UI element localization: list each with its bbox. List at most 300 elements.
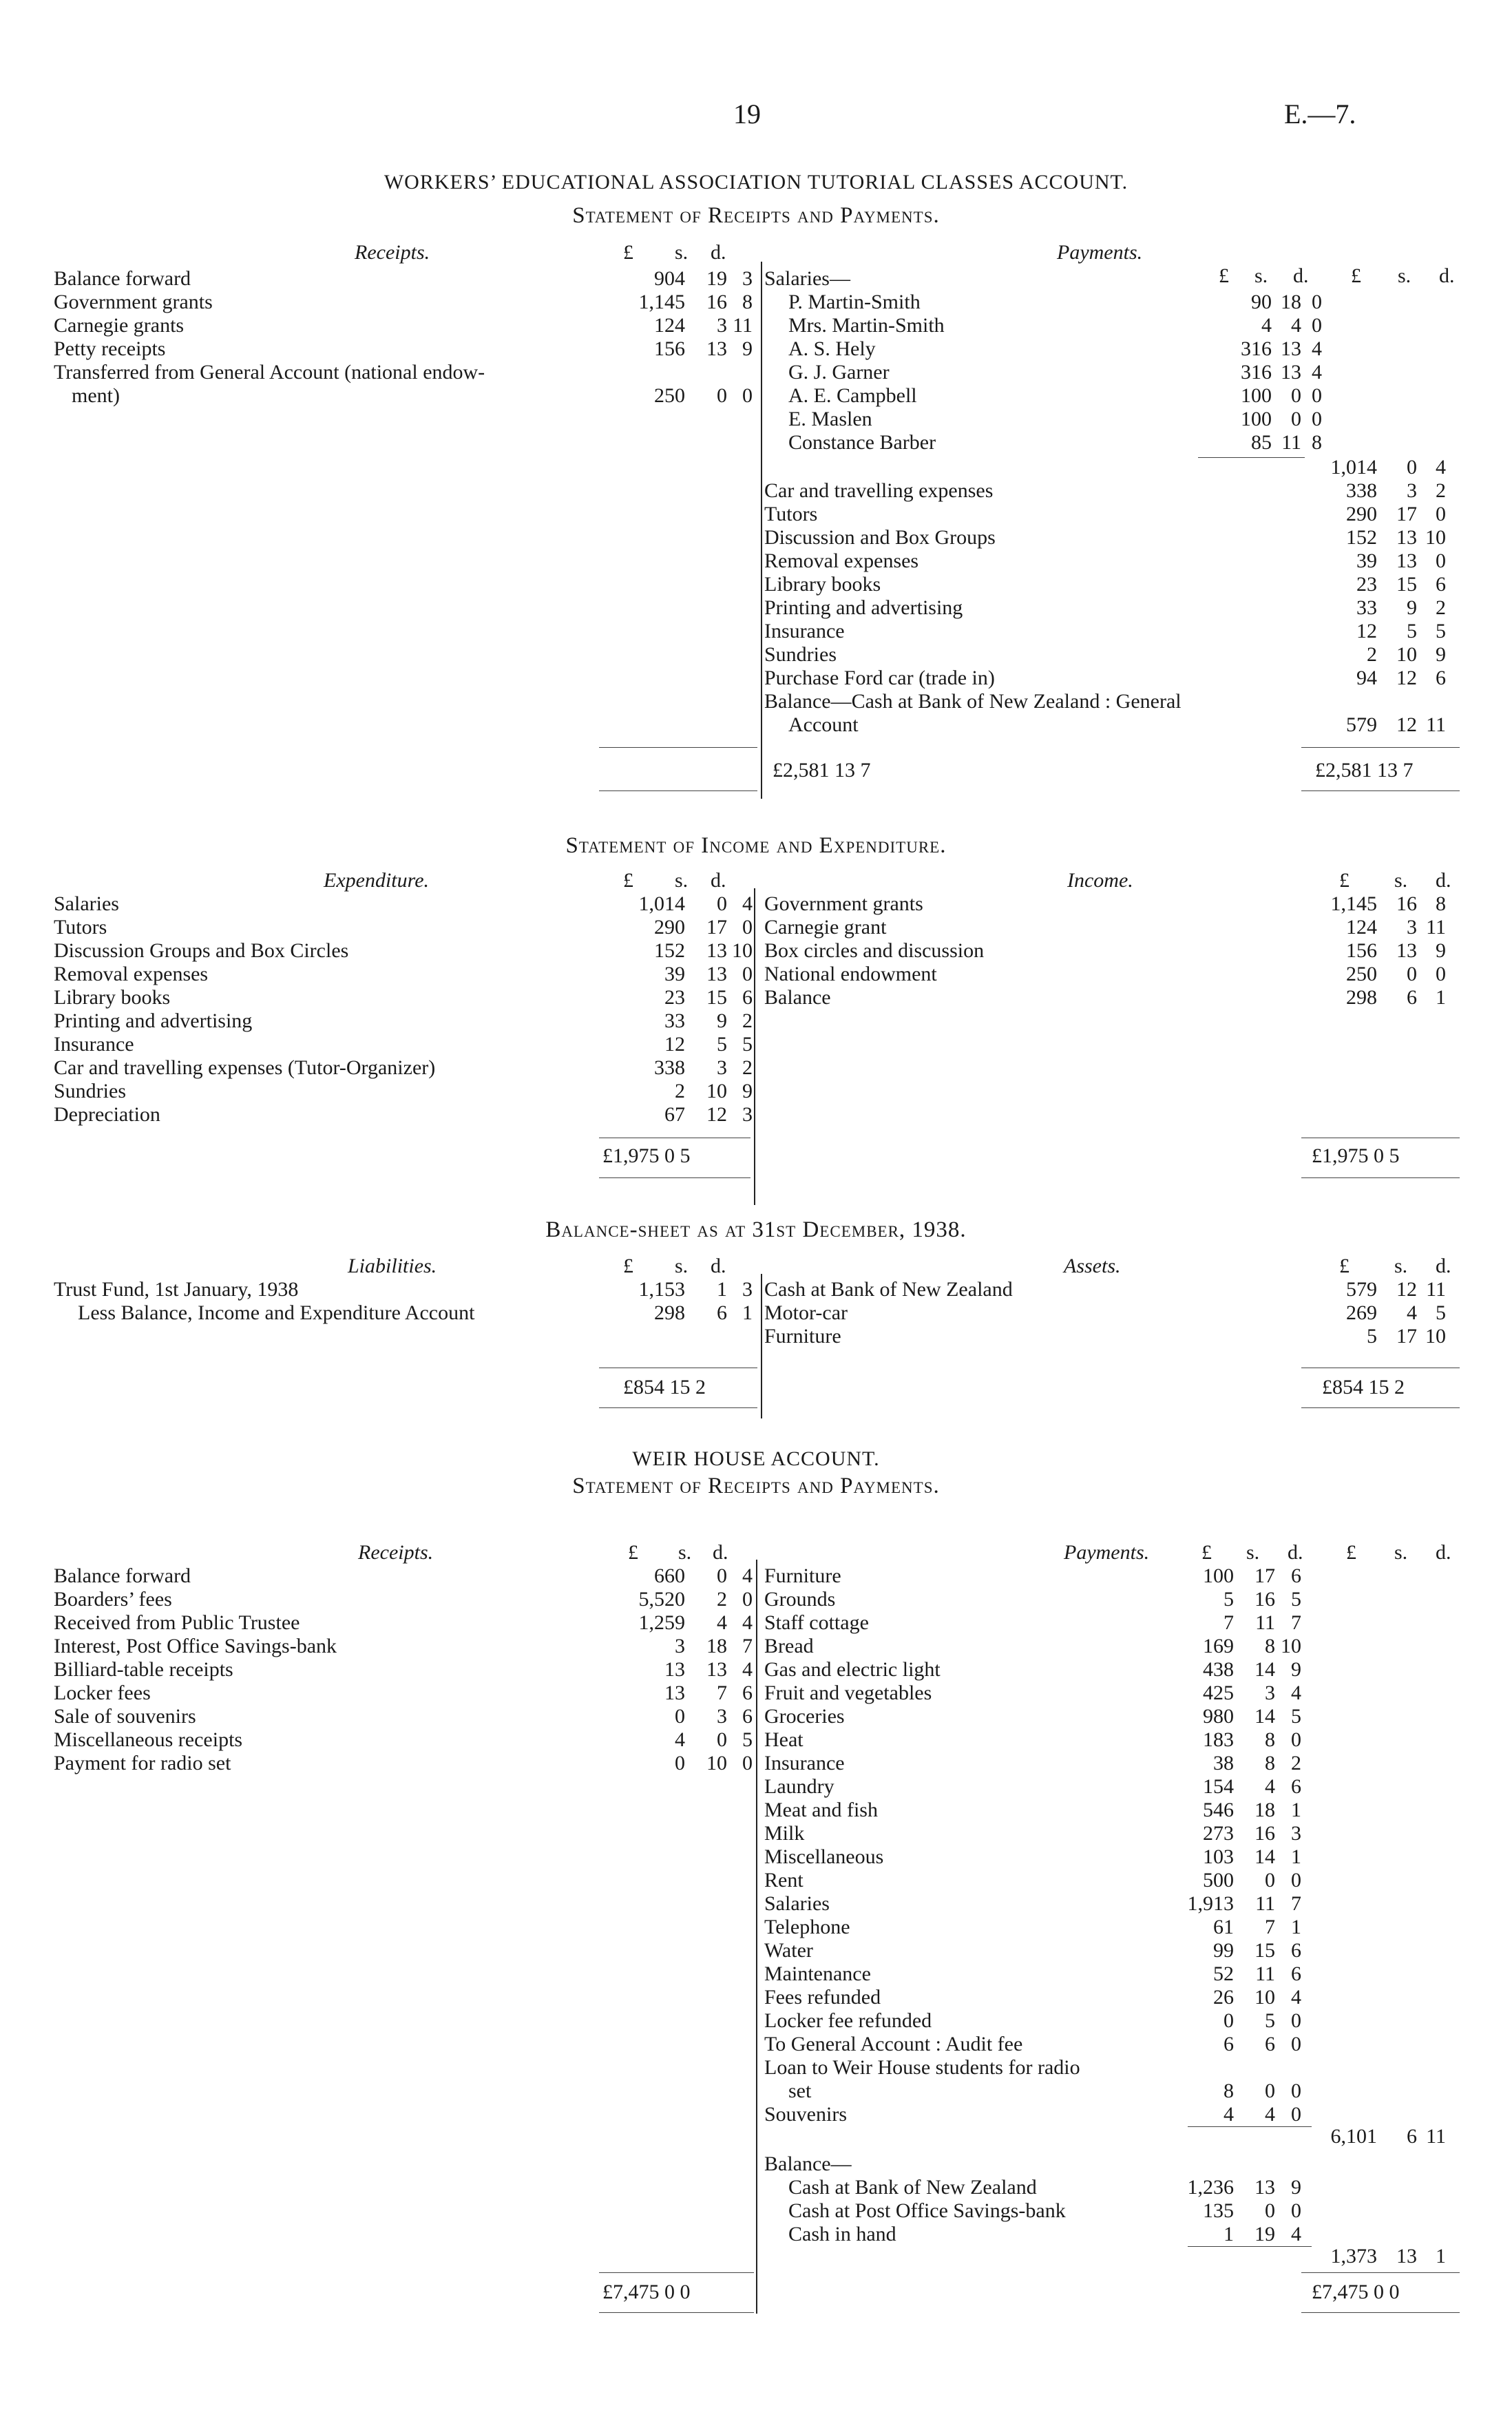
amount-pence: 6 bbox=[742, 1682, 753, 1704]
amount-pence: 2 bbox=[1436, 479, 1446, 502]
amount-pounds: 5 bbox=[1224, 1588, 1234, 1611]
amount-pence: 2 bbox=[1291, 1752, 1301, 1774]
ledger-label: Salaries bbox=[764, 1892, 830, 1915]
amount-shillings: 4 bbox=[1291, 314, 1301, 337]
asset-currency-s: s. bbox=[1394, 1255, 1408, 1277]
asset-total-rule-bottom bbox=[1301, 1407, 1460, 1408]
amount-pence: 4 bbox=[742, 1611, 753, 1634]
weir-pay-currency-d2: d. bbox=[1436, 1541, 1451, 1564]
wea-receipts-heading: Receipts. bbox=[355, 241, 430, 264]
amount-pence: 4 bbox=[1291, 2223, 1301, 2245]
ledger-label: G. J. Garner bbox=[788, 361, 890, 384]
amount-pence: 0 bbox=[1291, 2103, 1301, 2126]
subtotal-pence: 4 bbox=[1436, 456, 1446, 479]
ledger-label: Locker fees bbox=[54, 1682, 151, 1704]
amount-pounds: 4 bbox=[1261, 314, 1272, 337]
ledger-label: Balance—Cash at Bank of New Zealand : General bbox=[764, 690, 1182, 713]
amount-shillings: 13 bbox=[1281, 361, 1301, 384]
amount-pounds: 980 bbox=[1203, 1705, 1234, 1728]
amount-pounds: 100 bbox=[1203, 1564, 1234, 1587]
amount-pounds: 0 bbox=[1224, 2009, 1234, 2032]
ledger-label: Discussion Groups and Box Circles bbox=[54, 939, 349, 962]
amount-shillings: 10 bbox=[706, 1752, 727, 1774]
income-subtitle: Statement of Income and Expenditure. bbox=[565, 833, 947, 858]
weir-pay-currency-d1: d. bbox=[1288, 1541, 1303, 1564]
expenditure-heading: Expenditure. bbox=[324, 869, 430, 892]
ledger-label: Cash at Post Office Savings-bank bbox=[788, 2199, 1066, 2222]
amount-shillings: 7 bbox=[1265, 1916, 1275, 1938]
amount-shillings: 0 bbox=[1265, 2080, 1275, 2102]
weir-column-divider bbox=[756, 1560, 757, 2314]
wea-receipts-currency-d: d. bbox=[711, 241, 726, 264]
amount-shillings: 10 bbox=[1396, 643, 1417, 666]
amount-shillings: 13 bbox=[1396, 549, 1417, 572]
amount-pence: 5 bbox=[742, 1728, 753, 1751]
weir-rec-currency-l: £ bbox=[628, 1541, 638, 1564]
amount-shillings: 0 bbox=[1291, 408, 1301, 430]
amount-pounds: 99 bbox=[1213, 1939, 1234, 1962]
wea-pay-currency-l2: £ bbox=[1351, 264, 1361, 287]
amount-pounds: 13 bbox=[664, 1682, 685, 1704]
ledger-label: Heat bbox=[764, 1728, 804, 1751]
liabilities-total: £854 15 2 bbox=[623, 1376, 706, 1399]
amount-pence: 7 bbox=[1291, 1892, 1301, 1915]
amount-shillings: 12 bbox=[706, 1103, 727, 1126]
subtotal-pence: 1 bbox=[1436, 2245, 1446, 2267]
ledger-label: Car and travelling expenses bbox=[764, 479, 994, 502]
amount-pounds: 152 bbox=[1346, 526, 1377, 549]
ledger-label: Constance Barber bbox=[788, 431, 936, 454]
liab-currency-d: d. bbox=[711, 1255, 726, 1277]
ledger-label: National endowment bbox=[764, 963, 937, 985]
amount-shillings: 0 bbox=[1265, 2199, 1275, 2222]
subtotal-pounds: 1,373 bbox=[1330, 2245, 1377, 2267]
wea-payments-total-rule-bottom bbox=[1301, 790, 1460, 791]
weir-rec-total-rule-bottom bbox=[599, 2312, 754, 2313]
amount-shillings: 3 bbox=[1407, 479, 1417, 502]
ledger-label: Balance forward bbox=[54, 267, 191, 290]
amount-shillings: 18 bbox=[1254, 1799, 1275, 1821]
ledger-label: Staff cottage bbox=[764, 1611, 869, 1634]
amount-shillings: 7 bbox=[717, 1682, 727, 1704]
amount-shillings: 17 bbox=[1396, 503, 1417, 525]
weir-receipts-total: £7,475 0 0 bbox=[602, 2281, 691, 2303]
ledger-label: Transferred from General Account (national endow- bbox=[54, 361, 485, 384]
inc-currency-s: s. bbox=[1394, 869, 1408, 892]
amount-pence: 0 bbox=[742, 963, 753, 985]
amount-shillings: 15 bbox=[706, 986, 727, 1009]
amount-shillings: 6 bbox=[1265, 2033, 1275, 2055]
wea-receipts-total: £2,581 13 7 bbox=[773, 759, 871, 782]
amount-pounds: 4 bbox=[675, 1728, 685, 1751]
amount-pence: 4 bbox=[742, 892, 753, 915]
subtotal-pounds: 1,014 bbox=[1330, 456, 1377, 479]
amount-pounds: 2 bbox=[1367, 643, 1377, 666]
amount-pounds: 67 bbox=[664, 1103, 685, 1126]
amount-shillings: 10 bbox=[1254, 1986, 1275, 2009]
exp-currency-l: £ bbox=[623, 869, 633, 892]
ledger-label: Received from Public Trustee bbox=[54, 1611, 300, 1634]
amount-shillings: 9 bbox=[717, 1009, 727, 1032]
amount-pounds: 5,520 bbox=[638, 1588, 685, 1611]
wea-payments-total-rule-top bbox=[1301, 747, 1460, 748]
wea-receipts-currency-s: s. bbox=[675, 241, 689, 264]
amount-pence: 0 bbox=[742, 1752, 753, 1774]
amount-pounds: 103 bbox=[1203, 1845, 1234, 1868]
amount-pence: 0 bbox=[1312, 408, 1322, 430]
amount-pence: 4 bbox=[1291, 1986, 1301, 2009]
amount-shillings: 5 bbox=[717, 1033, 727, 1056]
amount-pence: 8 bbox=[1312, 431, 1322, 454]
ledger-label: set bbox=[788, 2080, 812, 2102]
amount-pence: 11 bbox=[1426, 916, 1446, 939]
wea-receipts-total-rule-bottom bbox=[599, 790, 757, 791]
amount-pence: 7 bbox=[742, 1635, 753, 1657]
amount-pounds: 425 bbox=[1203, 1682, 1234, 1704]
wea-pay-currency-l1: £ bbox=[1219, 264, 1229, 287]
amount-shillings: 6 bbox=[717, 1301, 727, 1324]
exp-total-rule-bottom bbox=[599, 1177, 750, 1178]
ledger-label: Fruit and vegetables bbox=[764, 1682, 932, 1704]
wea-title: WORKERS’ EDUCATIONAL ASSOCIATION TUTORIAL CLASSES ACCOUNT. bbox=[384, 171, 1128, 193]
ledger-label: Sundries bbox=[764, 643, 837, 666]
amount-pence: 0 bbox=[1291, 2009, 1301, 2032]
amount-shillings: 14 bbox=[1254, 1658, 1275, 1681]
ledger-label: Library books bbox=[54, 986, 171, 1009]
amount-pence: 1 bbox=[742, 1301, 753, 1324]
amount-pounds: 1,236 bbox=[1187, 2176, 1234, 2199]
amount-pounds: 338 bbox=[1346, 479, 1377, 502]
liabilities-heading: Liabilities. bbox=[348, 1255, 437, 1277]
amount-pounds: 124 bbox=[654, 314, 685, 337]
amount-pounds: 298 bbox=[654, 1301, 685, 1324]
amount-shillings: 6 bbox=[1407, 986, 1417, 1009]
amount-pounds: 23 bbox=[1356, 573, 1377, 596]
amount-pence: 9 bbox=[1436, 939, 1446, 962]
amount-pence: 5 bbox=[742, 1033, 753, 1056]
amount-shillings: 13 bbox=[1254, 2176, 1275, 2199]
amount-shillings: 17 bbox=[1254, 1564, 1275, 1587]
weir-payments-heading: Payments. bbox=[1064, 1541, 1150, 1564]
amount-pounds: 269 bbox=[1346, 1301, 1377, 1324]
amount-shillings: 5 bbox=[1407, 620, 1417, 642]
ledger-label: Cash at Bank of New Zealand bbox=[764, 1278, 1013, 1301]
amount-pence: 6 bbox=[1436, 573, 1446, 596]
amount-pence: 3 bbox=[1291, 1822, 1301, 1845]
assets-total: £854 15 2 bbox=[1322, 1376, 1405, 1399]
liab-currency-s: s. bbox=[675, 1255, 689, 1277]
document-reference: E.—7. bbox=[1284, 98, 1356, 129]
amount-pounds: 438 bbox=[1203, 1658, 1234, 1681]
income-total: £1,975 0 5 bbox=[1312, 1144, 1400, 1167]
amount-pounds: 904 bbox=[654, 267, 685, 290]
amount-pence: 9 bbox=[1436, 643, 1446, 666]
weir-pay-currency-l1: £ bbox=[1201, 1541, 1212, 1564]
ledger-label: A. S. Hely bbox=[788, 337, 876, 360]
ledger-label: To General Account : Audit fee bbox=[764, 2033, 1023, 2055]
exp-currency-d: d. bbox=[711, 869, 726, 892]
amount-shillings: 3 bbox=[1407, 916, 1417, 939]
weir-rec-total-rule-top bbox=[599, 2272, 754, 2273]
ledger-label: Meat and fish bbox=[764, 1799, 878, 1821]
ledger-label: A. E. Campbell bbox=[788, 384, 917, 407]
amount-pounds: 579 bbox=[1346, 1278, 1377, 1301]
ledger-label: Removal expenses bbox=[764, 549, 919, 572]
amount-shillings: 0 bbox=[717, 384, 727, 407]
amount-shillings: 12 bbox=[1396, 1278, 1417, 1301]
amount-pence: 6 bbox=[1436, 667, 1446, 689]
amount-pounds: 156 bbox=[1346, 939, 1377, 962]
ledger-label: Fees refunded bbox=[764, 1986, 881, 2009]
ledger-label: Motor-car bbox=[764, 1301, 848, 1324]
amount-pence: 10 bbox=[1281, 1635, 1301, 1657]
weir-title: WEIR HOUSE ACCOUNT. bbox=[632, 1447, 880, 1470]
amount-shillings: 12 bbox=[1396, 713, 1417, 736]
amount-shillings: 13 bbox=[1281, 337, 1301, 360]
wea-pay-currency-d1: d. bbox=[1293, 264, 1309, 287]
amount-pounds: 6 bbox=[1224, 2033, 1234, 2055]
amount-pence: 11 bbox=[1426, 713, 1446, 736]
subtotal-pence: 11 bbox=[1426, 2125, 1446, 2148]
weir-receipts-heading: Receipts. bbox=[358, 1541, 434, 1564]
amount-shillings: 10 bbox=[706, 1080, 727, 1102]
amount-pence: 4 bbox=[1291, 1682, 1301, 1704]
amount-pence: 3 bbox=[742, 267, 753, 290]
amount-shillings: 0 bbox=[1265, 1869, 1275, 1892]
subtotal-shillings: 13 bbox=[1396, 2245, 1417, 2267]
amount-pounds: 100 bbox=[1241, 408, 1272, 430]
amount-pounds: 183 bbox=[1203, 1728, 1234, 1751]
ledger-label: Locker fee refunded bbox=[764, 2009, 932, 2032]
amount-shillings: 2 bbox=[717, 1588, 727, 1611]
weir-balance-subtotal-rule bbox=[1188, 2246, 1312, 2247]
amount-pounds: 39 bbox=[664, 963, 685, 985]
inc-currency-l: £ bbox=[1339, 869, 1350, 892]
ledger-label: Balance forward bbox=[54, 1564, 191, 1587]
amount-pounds: 33 bbox=[1356, 596, 1377, 619]
ledger-label: Maintenance bbox=[764, 1962, 871, 1985]
ledger-label: Car and travelling expenses (Tutor-Organizer) bbox=[54, 1056, 436, 1079]
amount-shillings: 3 bbox=[1265, 1682, 1275, 1704]
ledger-label: Carnegie grants bbox=[54, 314, 185, 337]
amount-pounds: 100 bbox=[1241, 384, 1272, 407]
ledger-label: Grounds bbox=[764, 1588, 836, 1611]
weir-balance-label: Balance— bbox=[764, 2153, 852, 2175]
amount-pence: 11 bbox=[733, 314, 753, 337]
amount-pounds: 546 bbox=[1203, 1799, 1234, 1821]
amount-pounds: 500 bbox=[1203, 1869, 1234, 1892]
amount-pounds: 12 bbox=[664, 1033, 685, 1056]
amount-pounds: 316 bbox=[1241, 361, 1272, 384]
amount-shillings: 13 bbox=[1396, 939, 1417, 962]
ledger-label: Purchase Ford car (trade in) bbox=[764, 667, 995, 689]
amount-shillings: 17 bbox=[1396, 1325, 1417, 1348]
wea-pay-currency-s1: s. bbox=[1254, 264, 1268, 287]
amount-shillings: 11 bbox=[1255, 1892, 1275, 1915]
ledger-label: Printing and advertising bbox=[764, 596, 963, 619]
amount-pounds: 12 bbox=[1356, 620, 1377, 642]
amount-shillings: 19 bbox=[706, 267, 727, 290]
amount-shillings: 13 bbox=[706, 337, 727, 360]
amount-shillings: 3 bbox=[717, 314, 727, 337]
amount-pence: 2 bbox=[742, 1056, 753, 1079]
amount-pence: 1 bbox=[1291, 1845, 1301, 1868]
amount-pounds: 1,145 bbox=[638, 291, 685, 313]
inc-total-rule-bottom bbox=[1301, 1177, 1460, 1178]
ledger-label: Gas and electric light bbox=[764, 1658, 941, 1681]
amount-shillings: 11 bbox=[1255, 1962, 1275, 1985]
weir-pay-currency-s1: s. bbox=[1246, 1541, 1260, 1564]
subtotal-pounds: 6,101 bbox=[1330, 2125, 1377, 2148]
ledger-label: Account bbox=[788, 713, 859, 736]
amount-pounds: 152 bbox=[654, 939, 685, 962]
amount-pounds: 1,145 bbox=[1330, 892, 1377, 915]
ledger-label: Salaries bbox=[54, 892, 119, 915]
amount-shillings: 13 bbox=[706, 1658, 727, 1681]
amount-pence: 0 bbox=[1291, 1728, 1301, 1751]
amount-shillings: 11 bbox=[1281, 431, 1301, 454]
amount-shillings: 15 bbox=[1396, 573, 1417, 596]
subtotal-shillings: 0 bbox=[1407, 456, 1417, 479]
amount-pounds: 290 bbox=[654, 916, 685, 939]
wea-salaries-label: Salaries— bbox=[764, 267, 850, 290]
amount-shillings: 1 bbox=[717, 1278, 727, 1301]
ledger-label: Loan to Weir House students for radio bbox=[764, 2056, 1080, 2079]
amount-pounds: 156 bbox=[654, 337, 685, 360]
ledger-label: Bread bbox=[764, 1635, 814, 1657]
ledger-label: Petty receipts bbox=[54, 337, 166, 360]
ledger-label: Insurance bbox=[54, 1033, 134, 1056]
ledger-label: Furniture bbox=[764, 1564, 841, 1587]
amount-shillings: 11 bbox=[1255, 1611, 1275, 1634]
amount-pence: 6 bbox=[1291, 1939, 1301, 1962]
amount-pence: 0 bbox=[1291, 1869, 1301, 1892]
amount-pounds: 90 bbox=[1251, 291, 1272, 313]
ledger-label: Groceries bbox=[764, 1705, 845, 1728]
amount-pence: 5 bbox=[1291, 1588, 1301, 1611]
amount-pence: 0 bbox=[1291, 2199, 1301, 2222]
amount-shillings: 14 bbox=[1254, 1845, 1275, 1868]
amount-pounds: 5 bbox=[1367, 1325, 1377, 1348]
amount-pence: 10 bbox=[1425, 526, 1446, 549]
amount-shillings: 15 bbox=[1254, 1939, 1275, 1962]
amount-shillings: 0 bbox=[1407, 963, 1417, 985]
ledger-label: Less Balance, Income and Expenditure Account bbox=[78, 1301, 475, 1324]
ledger-label: Mrs. Martin-Smith bbox=[788, 314, 945, 337]
ledger-label: Discussion and Box Groups bbox=[764, 526, 996, 549]
ledger-label: Miscellaneous bbox=[764, 1845, 884, 1868]
ledger-label: Government grants bbox=[764, 892, 923, 915]
ledger-label: Sundries bbox=[54, 1080, 126, 1102]
amount-pence: 0 bbox=[742, 916, 753, 939]
amount-pence: 4 bbox=[742, 1564, 753, 1587]
ledger-label: Rent bbox=[764, 1869, 804, 1892]
amount-shillings: 4 bbox=[1407, 1301, 1417, 1324]
wea-pay-currency-s2: s. bbox=[1398, 264, 1411, 287]
amount-pounds: 0 bbox=[675, 1752, 685, 1774]
amount-pence: 6 bbox=[742, 1705, 753, 1728]
ledger-label: Tutors bbox=[54, 916, 107, 939]
amount-pounds: 1,153 bbox=[638, 1278, 685, 1301]
amount-shillings: 8 bbox=[1265, 1752, 1275, 1774]
weir-rec-currency-d: d. bbox=[713, 1541, 728, 1564]
amount-pence: 9 bbox=[1291, 2176, 1301, 2199]
amount-shillings: 9 bbox=[1407, 596, 1417, 619]
amount-shillings: 18 bbox=[1281, 291, 1301, 313]
amount-pounds: 85 bbox=[1251, 431, 1272, 454]
amount-shillings: 19 bbox=[1254, 2223, 1275, 2245]
amount-shillings: 16 bbox=[1254, 1588, 1275, 1611]
ledger-label: Payment for radio set bbox=[54, 1752, 231, 1774]
amount-pounds: 169 bbox=[1203, 1635, 1234, 1657]
amount-pence: 5 bbox=[1436, 620, 1446, 642]
weir-pay-total-rule-bottom bbox=[1301, 2312, 1460, 2313]
amount-pounds: 316 bbox=[1241, 337, 1272, 360]
amount-pence: 9 bbox=[742, 337, 753, 360]
amount-pounds: 33 bbox=[664, 1009, 685, 1032]
amount-pence: 5 bbox=[1291, 1705, 1301, 1728]
wea-receipts-total-rule-top bbox=[599, 747, 757, 748]
weir-payments-subtotal-rule bbox=[1188, 2126, 1312, 2127]
amount-pence: 10 bbox=[732, 939, 753, 962]
amount-pence: 3 bbox=[742, 1103, 753, 1126]
amount-pounds: 298 bbox=[1346, 986, 1377, 1009]
amount-pounds: 2 bbox=[675, 1080, 685, 1102]
amount-pence: 0 bbox=[742, 1588, 753, 1611]
amount-pence: 6 bbox=[742, 986, 753, 1009]
amount-pounds: 338 bbox=[654, 1056, 685, 1079]
amount-pence: 0 bbox=[1312, 291, 1322, 313]
amount-pence: 5 bbox=[1436, 1301, 1446, 1324]
ledger-label: Miscellaneous receipts bbox=[54, 1728, 243, 1751]
balance-column-divider bbox=[761, 1274, 762, 1418]
amount-pence: 10 bbox=[1425, 1325, 1446, 1348]
amount-shillings: 8 bbox=[1265, 1728, 1275, 1751]
ledger-label: Telephone bbox=[764, 1916, 850, 1938]
ledger-label: Balance bbox=[764, 986, 831, 1009]
amount-shillings: 0 bbox=[717, 1564, 727, 1587]
amount-pounds: 52 bbox=[1213, 1962, 1234, 1985]
asset-currency-d: d. bbox=[1436, 1255, 1451, 1277]
amount-pence: 0 bbox=[1436, 963, 1446, 985]
amount-pence: 7 bbox=[1291, 1611, 1301, 1634]
balance-subtitle: Balance-sheet as at 31st December, 1938. bbox=[545, 1217, 967, 1242]
expenditure-total: £1,975 0 5 bbox=[602, 1144, 691, 1167]
ledger-label: Printing and advertising bbox=[54, 1009, 253, 1032]
amount-shillings: 0 bbox=[717, 892, 727, 915]
wea-payments-heading: Payments. bbox=[1057, 241, 1143, 264]
ledger-label: Insurance bbox=[764, 1752, 845, 1774]
ledger-label: Furniture bbox=[764, 1325, 841, 1348]
amount-shillings: 4 bbox=[717, 1611, 727, 1634]
weir-pay-total-rule-top bbox=[1301, 2272, 1460, 2273]
ledger-label: Insurance bbox=[764, 620, 845, 642]
amount-pence: 2 bbox=[1436, 596, 1446, 619]
amount-shillings: 3 bbox=[717, 1705, 727, 1728]
ledger-label: Tutors bbox=[764, 503, 818, 525]
amount-shillings: 17 bbox=[706, 916, 727, 939]
amount-pounds: 1,259 bbox=[638, 1611, 685, 1634]
ledger-label: Sale of souvenirs bbox=[54, 1705, 196, 1728]
amount-pounds: 39 bbox=[1356, 549, 1377, 572]
ledger-label: Laundry bbox=[764, 1775, 834, 1798]
ledger-label: Souvenirs bbox=[764, 2103, 847, 2126]
amount-shillings: 4 bbox=[1265, 2103, 1275, 2126]
wea-subtitle: Statement of Receipts and Payments. bbox=[572, 203, 940, 228]
amount-pounds: 135 bbox=[1203, 2199, 1234, 2222]
ledger-label: Box circles and discussion bbox=[764, 939, 985, 962]
amount-pounds: 3 bbox=[675, 1635, 685, 1657]
